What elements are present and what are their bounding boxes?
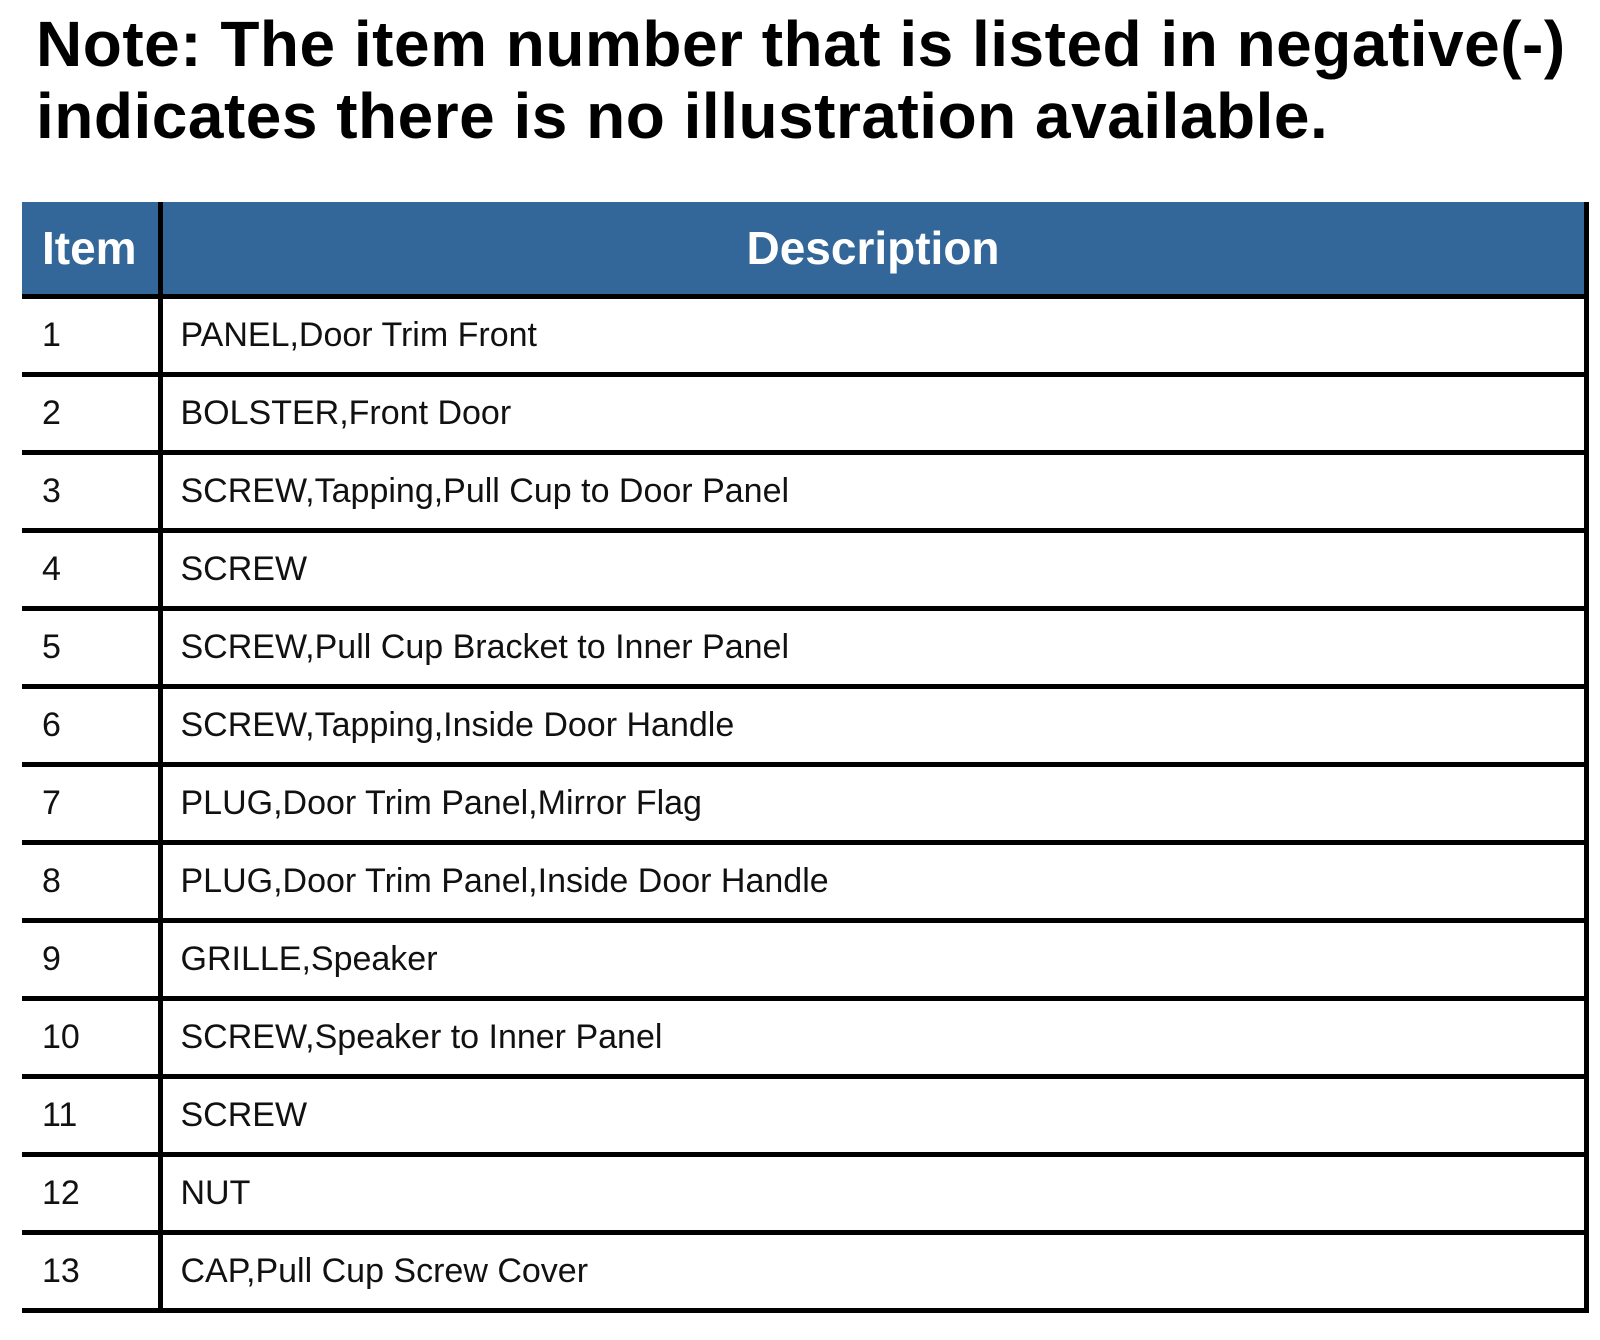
description-cell: SCREW,Speaker to Inner Panel	[160, 999, 1586, 1077]
description-cell: SCREW,Pull Cup Bracket to Inner Panel	[160, 609, 1586, 687]
item-number-cell: 11	[22, 1077, 160, 1155]
table-row	[22, 765, 1586, 843]
table-row	[22, 687, 1586, 765]
item-number-cell: 4	[22, 531, 160, 609]
table-row	[22, 609, 1586, 687]
item-number-cell: 1	[22, 297, 160, 375]
description-cell: SCREW	[160, 531, 1586, 609]
table-row	[22, 1233, 1586, 1311]
item-number-cell: 2	[22, 375, 160, 453]
item-number-cell: 9	[22, 921, 160, 999]
table-row	[22, 453, 1586, 531]
description-cell: GRILLE,Speaker	[160, 921, 1586, 999]
description-cell: BOLSTER,Front Door	[160, 375, 1586, 453]
item-number-cell: 7	[22, 765, 160, 843]
item-number-cell: 3	[22, 453, 160, 531]
item-number-cell: 10	[22, 999, 160, 1077]
item-number-cell: 12	[22, 1155, 160, 1233]
item-number-cell: 6	[22, 687, 160, 765]
item-number-cell: 5	[22, 609, 160, 687]
table-body	[22, 297, 1586, 1311]
table-row	[22, 1077, 1586, 1155]
parts-table	[22, 202, 1589, 1313]
table-row	[22, 1155, 1586, 1233]
table-row	[22, 531, 1586, 609]
item-column-header: Item	[22, 202, 160, 297]
description-cell: NUT	[160, 1155, 1586, 1233]
description-cell: PANEL,Door Trim Front	[160, 297, 1586, 375]
table-row	[22, 375, 1586, 453]
description-cell: PLUG,Door Trim Panel,Mirror Flag	[160, 765, 1586, 843]
table-row	[22, 921, 1586, 999]
description-cell: SCREW,Tapping,Pull Cup to Door Panel	[160, 453, 1586, 531]
description-cell: SCREW,Tapping,Inside Door Handle	[160, 687, 1586, 765]
description-cell: CAP,Pull Cup Screw Cover	[160, 1233, 1586, 1311]
table-row	[22, 843, 1586, 921]
item-number-cell: 8	[22, 843, 160, 921]
table-row	[22, 297, 1586, 375]
illustration-note: Note: The item number that is listed in negative(-) indicates there is no illustration available.	[36, 8, 1566, 152]
table-header	[22, 202, 1586, 297]
description-cell: SCREW	[160, 1077, 1586, 1155]
table-row	[22, 999, 1586, 1077]
header-row	[22, 202, 1586, 297]
description-cell: PLUG,Door Trim Panel,Inside Door Handle	[160, 843, 1586, 921]
description-column-header: Description	[160, 202, 1586, 297]
item-number-cell: 13	[22, 1233, 160, 1311]
